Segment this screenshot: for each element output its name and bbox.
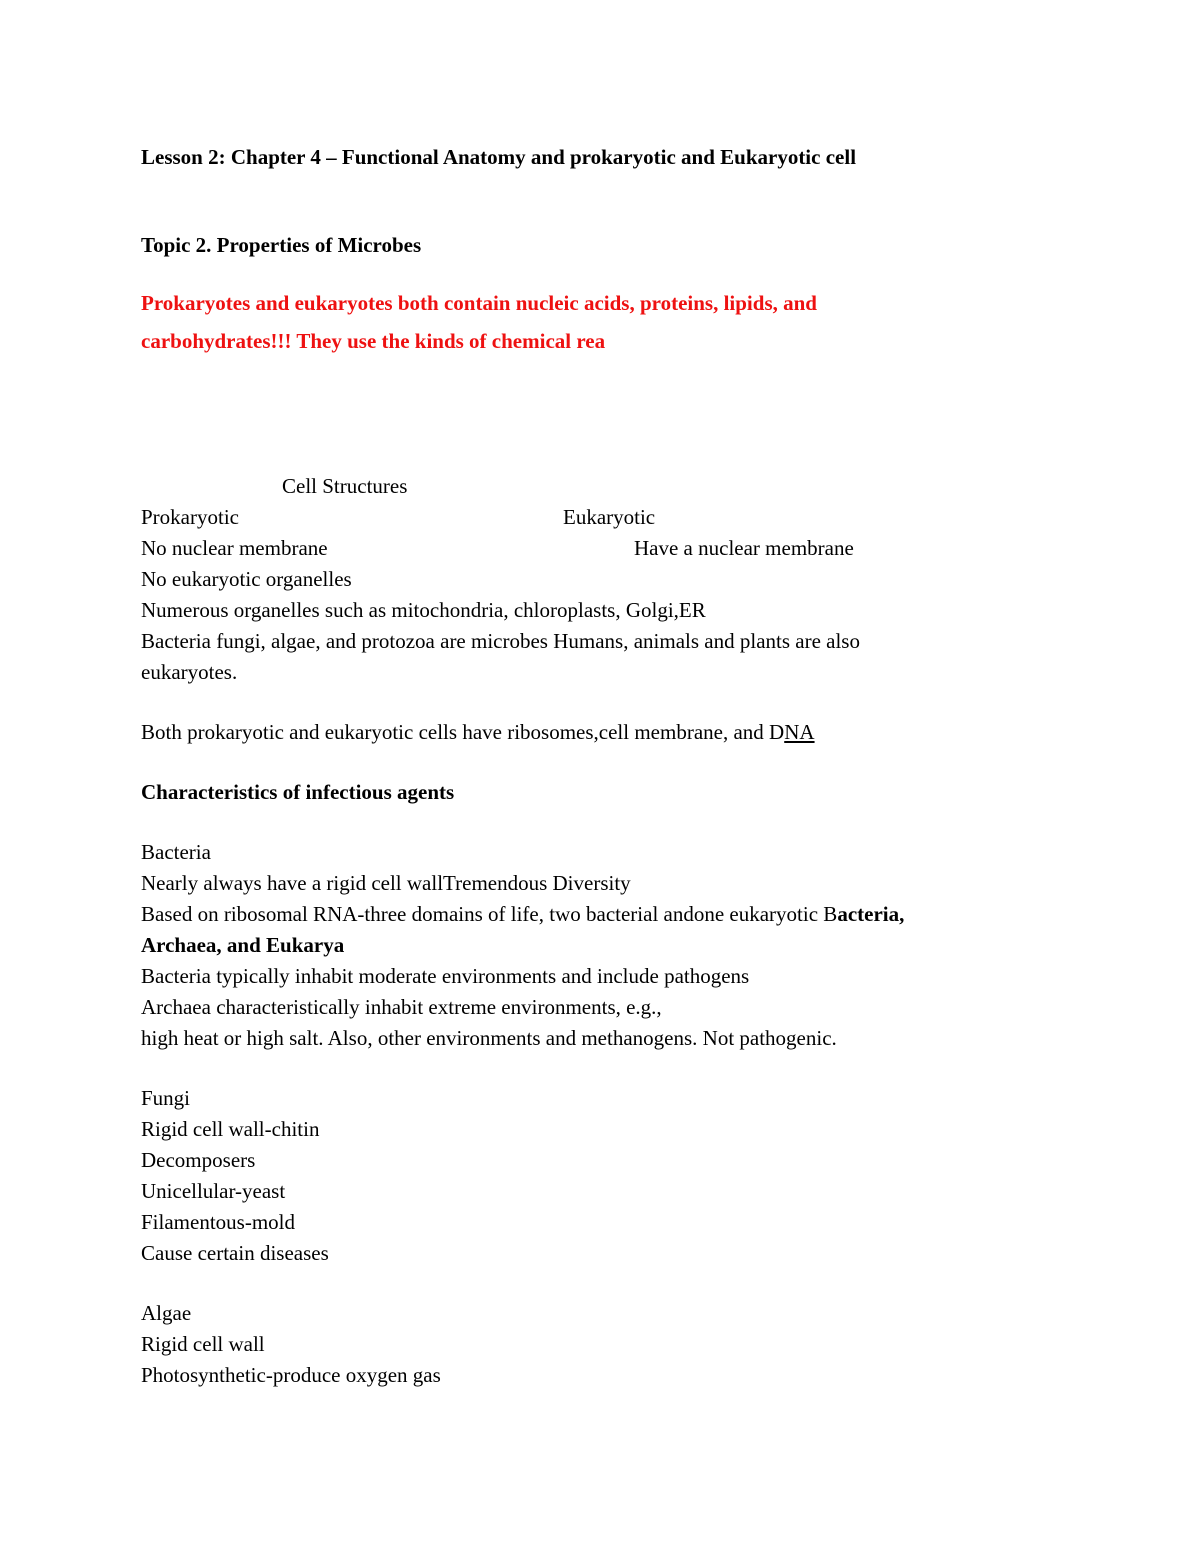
highlight-line-1: Prokaryotes and eukaryotes both contain nucleic acids, proteins, lipids, and xyxy=(141,291,817,315)
fungi-item: Filamentous-mold xyxy=(141,1210,295,1234)
no-eukaryotic-organelles: No eukaryotic organelles xyxy=(141,567,352,591)
algae-item: Photosynthetic-produce oxygen gas xyxy=(141,1363,441,1387)
fungi-title: Fungi xyxy=(141,1086,191,1110)
both-cells-line xyxy=(141,720,815,744)
no-nuclear-membrane: No nuclear membrane xyxy=(141,536,328,560)
eukaryotes-line: eukaryotes. xyxy=(141,660,238,684)
fungi-item: Rigid cell wall-chitin xyxy=(141,1117,320,1141)
bacteria-line-5: Archaea characteristically inhabit extreme environments, e.g., xyxy=(141,995,662,1019)
fungi-item: Cause certain diseases xyxy=(141,1241,329,1265)
have-nuclear-membrane: Have a nuclear membrane xyxy=(634,536,854,560)
bacteria-line-6: high heat or high salt. Also, other environments and methanogens. Not pathogenic. xyxy=(141,1026,837,1050)
highlight-line-2: carbohydrates!!! They use the kinds of chemical rea xyxy=(141,329,606,353)
algae-item: Rigid cell wall xyxy=(141,1332,265,1356)
prokaryotic-label: Prokaryotic xyxy=(141,505,239,529)
dna-underlined: NA xyxy=(784,720,815,744)
bacteria-line-2-text: Based on ribosomal RNA-three domains of life, two bacterial andone eukaryotic B xyxy=(141,902,838,926)
microbes-line: Bacteria fungi, algae, and protozoa are microbes Humans, animals and plants are also xyxy=(141,629,860,653)
domains-line: Archaea, and Eukarya xyxy=(141,933,345,957)
infectious-agents-title: Characteristics of infectious agents xyxy=(141,780,455,804)
both-cells-text: Both prokaryotic and eukaryotic cells have ribosomes,cell membrane, and D xyxy=(141,720,785,744)
bacteria-title: Bacteria xyxy=(141,840,211,864)
bacteria-line-2-bold: acteria, xyxy=(837,902,905,926)
fungi-item: Decomposers xyxy=(141,1148,256,1172)
fungi-item: Unicellular-yeast xyxy=(141,1179,286,1203)
topic-title: Topic 2. Properties of Microbes xyxy=(141,233,422,257)
cell-structures-title: Cell Structures xyxy=(282,474,408,498)
eukaryotic-label: Eukaryotic xyxy=(563,505,656,529)
lesson-title: Lesson 2: Chapter 4 – Functional Anatomy and prokaryotic and Eukaryotic cell xyxy=(141,145,857,169)
algae-title: Algae xyxy=(141,1301,192,1325)
bacteria-line-4: Bacteria typically inhabit moderate environments and include pathogens xyxy=(141,964,750,988)
bacteria-line-2 xyxy=(141,902,904,926)
bacteria-line-1: Nearly always have a rigid cell wallTremendous Diversity xyxy=(141,871,631,895)
numerous-organelles: Numerous organelles such as mitochondria, chloroplasts, Golgi,ER xyxy=(141,598,706,622)
